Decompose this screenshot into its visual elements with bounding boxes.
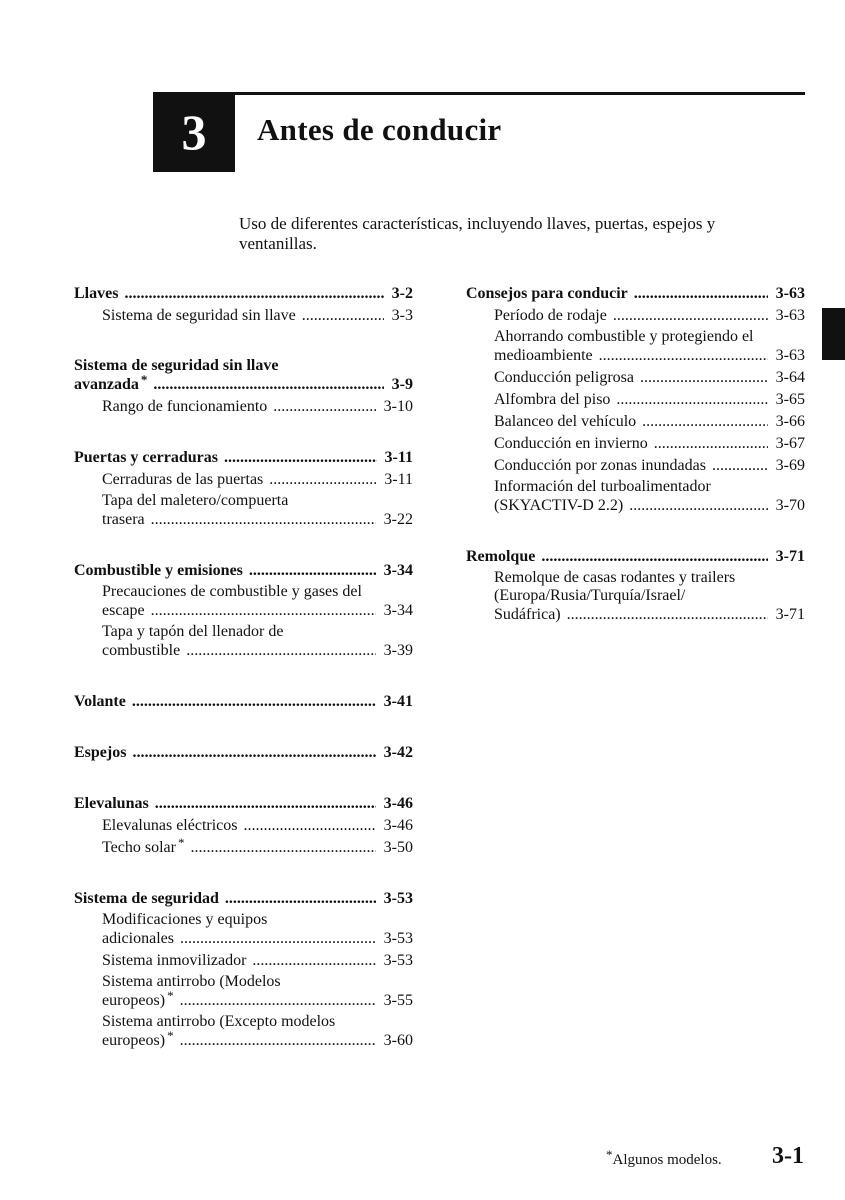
entry-page: 3-55 <box>383 992 413 1009</box>
toc-entry-line: Modificaciones y equipos <box>102 911 268 928</box>
entry-page: 3-64 <box>775 369 805 386</box>
toc-entry-line: Remolque de casas rodantes y trailers <box>494 569 736 586</box>
leader-dots <box>654 434 768 454</box>
entry-label: Elevalunas eléctricos <box>102 817 238 834</box>
entry-label: Conducción por zonas inundadas <box>494 457 706 474</box>
entry-page: 3-53 <box>383 952 413 969</box>
leader-dots <box>132 743 375 763</box>
leader-dots <box>642 412 768 432</box>
entry-page: 3-34 <box>383 602 413 619</box>
toc-entry-antirrobo-europeos[interactable] <box>74 988 413 1011</box>
entry-label: adicionales <box>102 930 174 947</box>
toc-entry-invierno[interactable] <box>466 434 805 454</box>
toc-entry-combustible[interactable] <box>74 561 413 581</box>
leader-dots <box>249 561 376 581</box>
leader-dots <box>613 306 768 326</box>
entry-page: 3-60 <box>383 1032 413 1049</box>
leader-dots <box>132 692 376 712</box>
toc-section-consejos <box>466 284 805 516</box>
chapter-intro: Uso de diferentes características, incluyendo llaves, puertas, espejos y ventanillas. <box>239 214 716 253</box>
entry-page: 3-71 <box>775 548 805 565</box>
chapter-number-box <box>153 92 235 172</box>
leader-dots <box>180 1031 376 1051</box>
entry-page: 3-63 <box>775 307 805 324</box>
toc-entry-modificaciones[interactable] <box>74 929 413 949</box>
toc-entry-precauciones[interactable] <box>74 601 413 621</box>
toc-section-remolque <box>466 547 805 625</box>
toc-entry-consejos[interactable] <box>466 284 805 304</box>
toc-entry-espejos[interactable] <box>74 743 413 763</box>
leader-dots <box>155 794 376 814</box>
toc-section-espejos <box>74 743 413 763</box>
entry-label: (SKYACTIV-D 2.2) <box>494 497 624 514</box>
leader-dots <box>224 448 377 468</box>
entry-page: 3-71 <box>775 606 805 623</box>
toc-entry-seguridad[interactable] <box>74 889 413 909</box>
toc-entry-llaves[interactable] <box>74 284 413 304</box>
toc-entry-rango[interactable] <box>74 397 413 417</box>
entry-page: 3-50 <box>383 839 413 856</box>
entry-page: 3-69 <box>775 457 805 474</box>
leader-dots <box>640 368 768 388</box>
toc-entry-line: (Europa/Rusia/Turquía/Israel/ <box>494 587 686 604</box>
asterisk-marker: * <box>167 1028 174 1043</box>
entry-label: escape <box>102 602 145 619</box>
toc-entry-seguridad-sin-llave[interactable] <box>74 306 413 326</box>
toc-entry-tapa-maletero[interactable] <box>74 510 413 530</box>
asterisk-marker: * <box>177 835 185 850</box>
entry-page: 3-53 <box>383 890 413 907</box>
toc-entry-line: Tapa del maletero/compuerta <box>102 492 289 509</box>
leader-dots <box>599 346 768 366</box>
entry-label: Cerraduras de las puertas <box>102 471 264 488</box>
toc-entry-inmovilizador[interactable] <box>74 951 413 971</box>
entry-page: 3-11 <box>384 449 413 466</box>
toc-entry-elevalunas-electricos[interactable] <box>74 816 413 836</box>
entry-page: 3-46 <box>383 795 413 812</box>
toc-entry-line: Tapa y tapón del llenador de <box>102 623 284 640</box>
toc-entry-rodaje[interactable] <box>466 306 805 326</box>
entry-label: Conducción peligrosa <box>494 369 634 386</box>
entry-page: 3-9 <box>391 376 413 393</box>
leader-dots <box>124 284 383 304</box>
toc-entry-ahorrando[interactable] <box>466 346 805 366</box>
entry-label: Balanceo del vehículo <box>494 413 637 430</box>
entry-label: Espejos <box>74 744 127 761</box>
entry-label: Conducción en invierno <box>494 435 648 452</box>
toc-section-seguridad-avanzada <box>74 357 413 417</box>
entry-page: 3-11 <box>384 471 413 488</box>
asterisk-marker: * <box>606 1147 613 1162</box>
entry-page: 3-46 <box>383 817 413 834</box>
leader-dots <box>186 641 375 661</box>
entry-page: 3-70 <box>775 497 805 514</box>
entry-page: 3-22 <box>383 511 413 528</box>
leader-dots <box>302 306 384 326</box>
leader-dots <box>180 991 376 1011</box>
header-rule <box>235 92 805 95</box>
entry-label: europeos) * <box>102 1028 174 1049</box>
entry-page: 3-66 <box>775 413 805 430</box>
leader-dots <box>225 889 376 909</box>
toc-entry-cerraduras[interactable] <box>74 470 413 490</box>
entry-page: 3-67 <box>775 435 805 452</box>
toc-entry-line: Ahorrando combustible y protegiendo el <box>494 328 754 345</box>
entry-label: avanzada * <box>74 372 148 393</box>
toc-entry-volante[interactable] <box>74 692 413 712</box>
entry-label: combustible <box>102 642 181 659</box>
toc-left-column <box>74 284 413 1082</box>
entry-label: Alfombra del piso <box>494 391 611 408</box>
entry-page: 3-63 <box>775 347 805 364</box>
entry-label: Sistema de seguridad sin llave <box>102 307 296 324</box>
entry-page: 3-2 <box>391 285 413 302</box>
footnote <box>606 1147 722 1169</box>
leader-dots <box>151 601 376 621</box>
entry-label: Remolque <box>466 548 536 565</box>
page-number: 3-1 <box>772 1143 804 1169</box>
entry-page: 3-39 <box>383 642 413 659</box>
entry-label: Sudáfrica) <box>494 606 561 623</box>
leader-dots <box>244 816 376 836</box>
toc-entry-line: Precauciones de combustible y gases del <box>102 583 362 600</box>
entry-page: 3-42 <box>383 744 413 761</box>
toc-entry-inundadas[interactable] <box>466 456 805 476</box>
chapter-number: 3 <box>181 104 207 160</box>
leader-dots <box>180 929 376 949</box>
entry-label: trasera <box>102 511 145 528</box>
entry-label: Consejos para conducir <box>466 285 628 302</box>
toc-entry-seguridad-avanzada[interactable] <box>74 372 413 395</box>
leader-dots <box>567 605 768 625</box>
toc-section-combustible <box>74 561 413 661</box>
entry-page: 3-3 <box>391 307 413 324</box>
entry-label: Llaves <box>74 285 119 302</box>
entry-page: 3-10 <box>383 398 413 415</box>
entry-label: europeos) * <box>102 988 174 1009</box>
entry-label: Sistema de seguridad <box>74 890 219 907</box>
leader-dots <box>712 456 768 476</box>
leader-dots <box>634 284 768 304</box>
entry-label: Sistema inmovilizador <box>102 952 247 969</box>
entry-page: 3-53 <box>383 930 413 947</box>
leader-dots <box>541 547 767 567</box>
toc-entry-puertas[interactable] <box>74 448 413 468</box>
leader-dots <box>151 510 376 530</box>
chapter-title: Antes de conducir <box>257 112 502 147</box>
toc-entry-remolque[interactable] <box>466 547 805 567</box>
entry-page: 3-65 <box>775 391 805 408</box>
entry-page: 3-41 <box>383 693 413 710</box>
asterisk-marker: * <box>167 988 174 1003</box>
toc-section-volante <box>74 692 413 712</box>
entry-page: 3-63 <box>775 285 805 302</box>
entry-label: Período de rodaje <box>494 307 607 324</box>
entry-label: Volante <box>74 693 126 710</box>
toc-entry-line: Sistema de seguridad sin llave <box>74 357 279 374</box>
leader-dots <box>616 390 767 410</box>
toc-section-puertas <box>74 448 413 530</box>
toc-entry-balanceo[interactable] <box>466 412 805 432</box>
entry-label: Combustible y emisiones <box>74 562 243 579</box>
entry-page: 3-34 <box>383 562 413 579</box>
leader-dots <box>153 375 383 395</box>
toc-entry-tapa-llenador[interactable] <box>74 641 413 661</box>
asterisk-marker: * <box>140 372 148 387</box>
entry-label: Elevalunas <box>74 795 149 812</box>
leader-dots <box>273 397 375 417</box>
entry-label: Techo solar * <box>102 835 185 856</box>
toc-section-seguridad <box>74 889 413 1051</box>
entry-label: medioambiente <box>494 347 593 364</box>
toc-entry-elevalunas[interactable] <box>74 794 413 814</box>
toc-entry-conduccion-peligrosa[interactable] <box>466 368 805 388</box>
chapter-tab-marker <box>822 308 845 360</box>
leader-dots <box>190 838 375 858</box>
toc-section-llaves <box>74 284 413 326</box>
entry-label: Rango de funcionamiento <box>102 398 268 415</box>
footnote-text: Algunos modelos. <box>612 1152 722 1168</box>
toc-entry-techo-solar[interactable] <box>74 835 413 858</box>
leader-dots <box>252 951 375 971</box>
toc-entry-line: Sistema antirrobo (Modelos <box>102 973 281 990</box>
toc-entry-line: Sistema antirrobo (Excepto modelos <box>102 1013 336 1030</box>
toc-section-elevalunas <box>74 794 413 858</box>
toc-entry-remolque-casas[interactable] <box>466 605 805 625</box>
leader-dots <box>269 470 376 490</box>
toc-right-column <box>466 284 805 656</box>
toc-entry-alfombra[interactable] <box>466 390 805 410</box>
leader-dots <box>629 496 767 516</box>
toc-entry-line: Información del turboalimentador <box>494 478 711 495</box>
entry-label: Puertas y cerraduras <box>74 449 218 466</box>
toc-entry-antirrobo-excepto[interactable] <box>74 1028 413 1051</box>
toc-entry-turboalimentador[interactable] <box>466 496 805 516</box>
